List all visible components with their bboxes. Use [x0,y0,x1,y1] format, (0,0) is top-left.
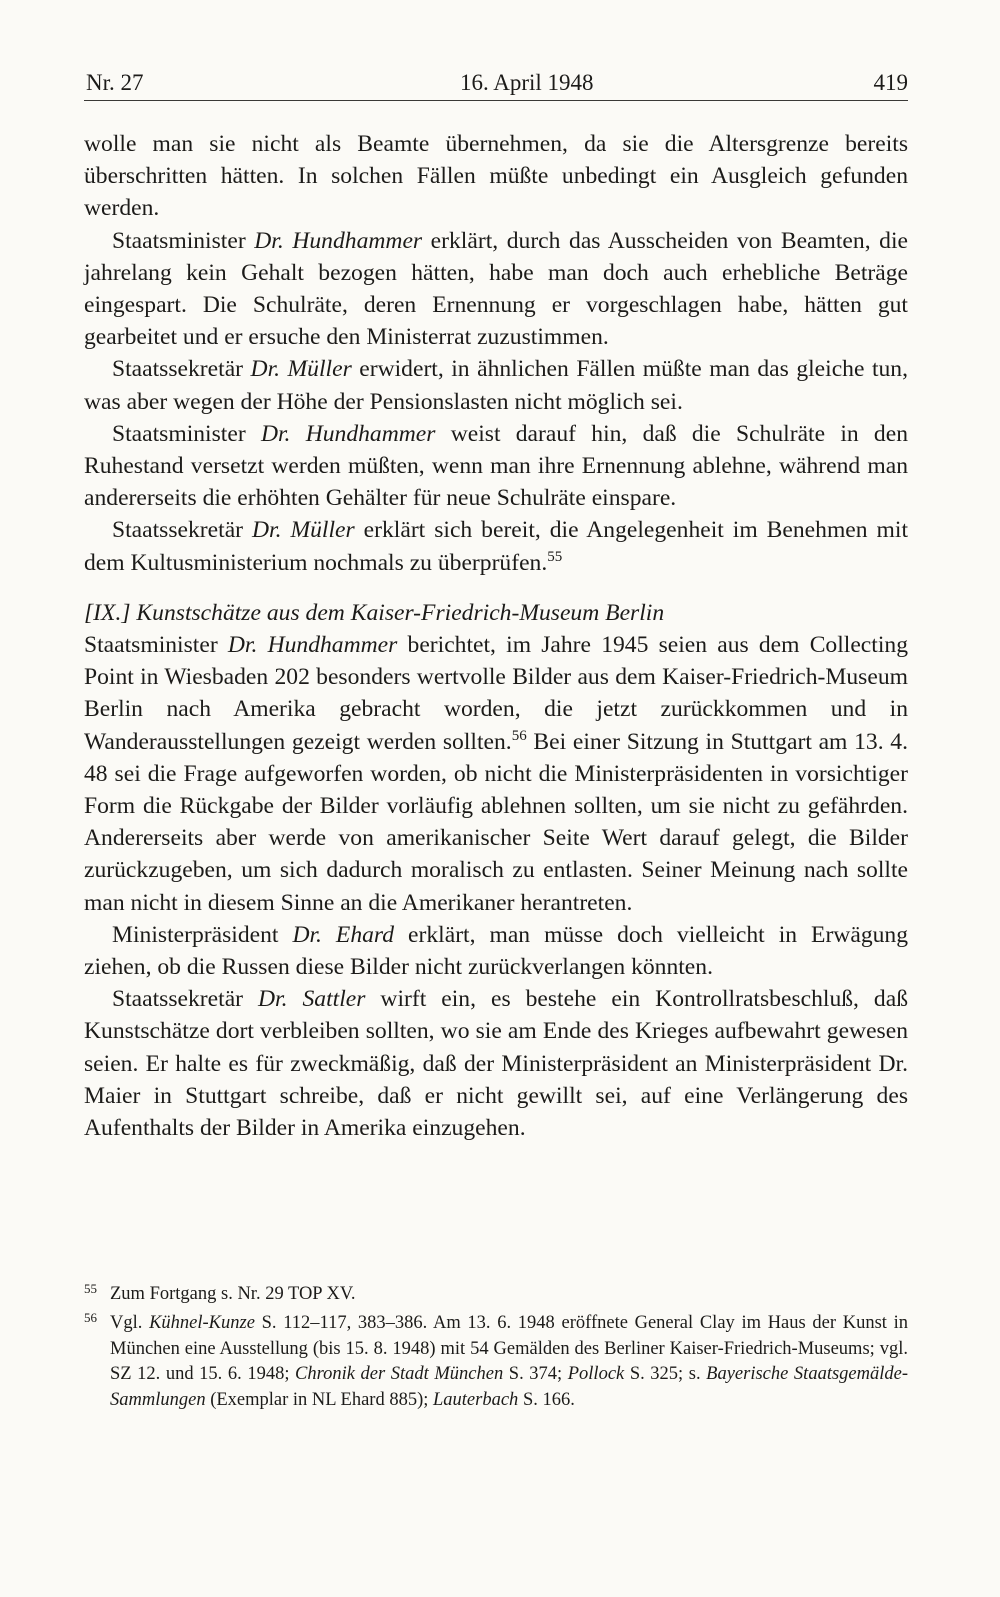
text-run: (Exemplar in NL Ehard 885); [205,1389,433,1410]
text-run: S. 112–117, 383–386. Am 13. 6. 1948 eröffnete General Clay im Haus der Kunst in München eine Ausstellung (bis 15. 8. 1948) mit 54 Gemälden des Berliner Kaiser-Friedrich-Museums; vgl. SZ 12. und 15. 6. 1948; [110,1313,909,1385]
page-number: 419 [873,70,908,95]
issue-number: Nr. 27 [86,70,144,95]
italic-text: Bayerische Staatsgemälde-Sammlungen [110,1364,908,1410]
text-run: erklärt, durch das Ausscheiden von Beamten, die jahrelang kein Gehalt bezogen hätten, habe man doch auch erhebliche Beträge eingespart. Die Schulräte, deren Ernennung er vorgeschlagen habe, hätten gut gearbeitet und er ersuche den Ministerrat zuzustimmen. [84,227,909,351]
section-heading [84,597,908,629]
text-run: Staatsminister [84,632,228,659]
text-run: Vgl. [110,1313,150,1334]
footnote [84,1311,908,1413]
footnote-number: 55 [84,1281,97,1296]
text-run: Staatsminister [112,420,261,447]
text-run: Staatssekretär [112,986,259,1013]
text-run: Ministerpräsident [112,921,293,948]
text-run: Zum Fortgang s. Nr. 29 TOP XV. [110,1284,356,1304]
text-run: S. 166. [518,1389,575,1410]
italic-text: Dr. Ehard [292,921,395,948]
paragraph [84,629,908,919]
text-run: berichtet, im Jahre 1945 seien aus dem Collecting Point in Wiesbaden 202 besonders wertvolle Bilder aus dem Kaiser-Friedrich-Museum Berlin nach Amerika gebracht worden, die jetzt zurückkommen und in Wanderausstellungen gezeigt werden sollten. [84,632,908,755]
text-run: erklärt, man müsse doch vielleicht in Erwägung ziehen, ob die Russen diese Bilder nicht zurückverlangen könnten. [84,921,909,981]
body-text [84,128,908,1144]
italic-text: Dr. Müller [250,356,352,383]
paragraph [84,225,908,354]
footnotes [84,1282,908,1417]
running-header [84,62,908,101]
text-run: S. 325; s. [624,1364,707,1385]
text-run: S. 374; [503,1364,568,1385]
italic-text: Dr. Müller [252,517,355,544]
italic-text: Pollock [567,1364,625,1385]
header-date: 16. April 1948 [460,70,594,95]
text-run: wirft ein, es bestehe ein Kontrollratsbeschluß, daß Kunstschätze dort verbleiben sollten, wo sie am Ende des Krieges aufbewahrt gewesen seien. Er halte es für zweckmäßig, daß der Ministerpräsident an Ministerpräsident Dr. Maier in Stuttgart schreibe, daß er nicht gewillt sei, auf eine Verlängerung des Aufenthalts der Bilder in Amerika einzugehen. [84,986,908,1142]
text-run: Staatsminister [112,227,255,254]
text-run: Bei einer Sitzung in Stuttgart am 13. 4. 48 sei die Frage aufgeworfen worden, ob nicht die Ministerpräsidenten in vorsichtiger Form die Rückgabe der Bilder vorläufig ablehnen sollten, um sie nicht zu gefährden. Andererseits aber werde von amerikanischer Seite Wert darauf gelegt, die Bilder zurückzugeben, um sich dadurch moralisch zu entlasten. Seiner Meinung nach sollte man nicht in diesem Sinne an die Amerikaner herantreten. [84,728,909,916]
italic-text: [IX.] Kunstschätze aus dem Kaiser-Friedrich-Museum Berlin [84,599,665,626]
italic-text: Kühnel-Kunze [149,1313,255,1334]
paragraph [84,514,908,578]
paragraph [84,983,908,1144]
footnote-ref: 56 [511,727,527,744]
paragraph [84,128,908,225]
italic-text: Dr. Hundhammer [254,227,423,254]
paragraph [84,919,908,983]
footnote [84,1282,908,1307]
italic-text: Lauterbach [433,1389,519,1410]
footnote-number: 56 [84,1310,97,1326]
italic-text: Dr. Sattler [258,986,366,1013]
text-run: Staatssekretär [112,356,251,383]
text-run: wolle man sie nicht als Beamte übernehmen, da sie die Altersgrenze bereits überschritten hätten. In solchen Fällen müßte unbedingt ein Ausgleich gefunden werden. [84,131,908,222]
italic-text: Dr. Hundhammer [260,420,436,447]
footnote-ref: 55 [547,548,563,565]
text-run: Staatssekretär [112,517,252,544]
text-run: erklärt sich bereit, die Angelegenheit im Benehmen mit dem Kultusministerium nochmals zu überprüfen. [84,517,909,576]
italic-text: Chronik der Stadt München [295,1364,504,1385]
text-run: erwidert, in ähnlichen Fällen müßte man das gleiche tun, was aber wegen der Höhe der Pensionslasten nicht möglich sei. [84,356,908,415]
italic-text: Dr. Hundhammer [227,632,398,659]
paragraph [84,418,908,515]
text-run: weist darauf hin, daß die Schulräte in den Ruhestand versetzt werden müßten, wenn man ihre Ernennung ablehne, während man andererseits die erhöhten Gehälter für neue Schulräte einspare. [84,420,908,512]
paragraph [84,353,908,417]
